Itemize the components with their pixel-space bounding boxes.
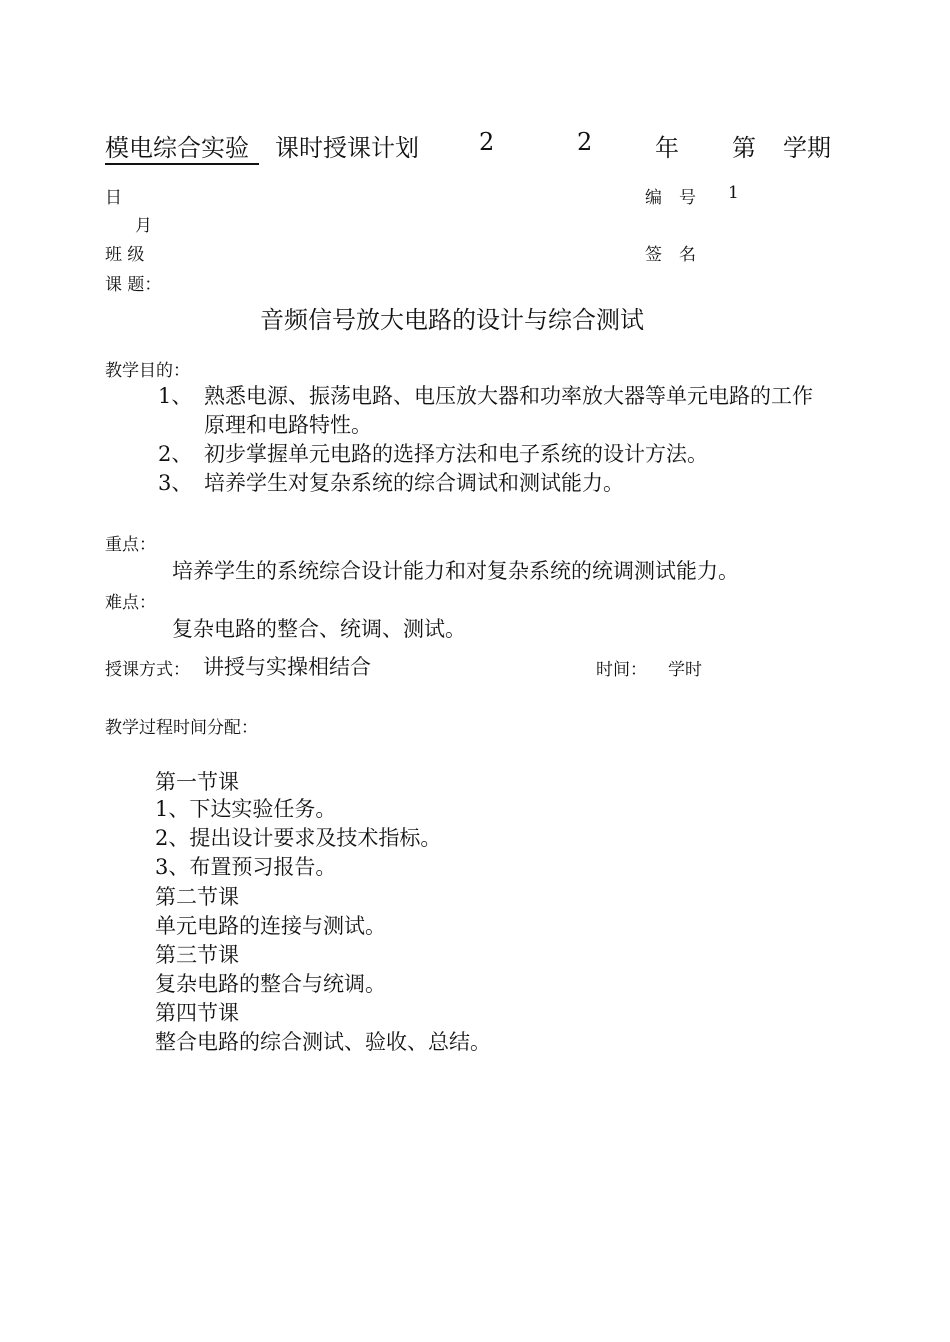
allocation-line: 整合电路的综合测试、验收、总结。 [155, 1030, 491, 1054]
allocation-line: 第一节课 [155, 770, 239, 794]
allocation-line: 2、提出设计要求及技术指标。 [155, 826, 442, 850]
serial-label: 编 号 [645, 188, 696, 208]
difficulties-label: 难点： [105, 593, 156, 613]
allocation-label: 教学过程时间分配： [105, 718, 258, 738]
date-label: 日 [105, 188, 122, 208]
objective-3-text: 培养学生对复杂系统的综合调试和测试能力。 [204, 471, 624, 495]
plan-title: 课时授课计划 [275, 134, 419, 162]
difficulties-text: 复杂电路的整合、统调、测试。 [172, 617, 466, 641]
sign-label: 签 名 [645, 245, 696, 265]
method-label: 授课方式： [105, 660, 190, 680]
time-label: 时间： [596, 660, 647, 680]
objective-1-number: 1、 [158, 384, 193, 408]
allocation-line: 复杂电路的整合与统调。 [155, 972, 386, 996]
term-suffix: 学期 [783, 134, 831, 162]
month-label: 月 [135, 216, 152, 236]
key-points-text: 培养学生的系统综合设计能力和对复杂系统的统调测试能力。 [172, 559, 739, 583]
year-number-2: 2 [577, 128, 593, 156]
objective-1-text-cont: 原理和电路特性。 [204, 413, 372, 437]
objective-2-number: 2、 [158, 442, 193, 466]
serial-value: 1 [728, 183, 739, 203]
allocation-line: 第三节课 [155, 943, 239, 967]
allocation-line: 1、下达实验任务。 [155, 797, 337, 821]
topic-label: 课 题： [105, 275, 162, 295]
allocation-line: 第四节课 [155, 1001, 239, 1025]
method-value: 讲授与实操相结合 [203, 655, 371, 679]
allocation-line: 单元电路的连接与测试。 [155, 914, 386, 938]
objectives-label: 教学目的： [105, 361, 190, 381]
term-prefix: 第 [732, 134, 756, 162]
objective-1-text: 熟悉电源、振荡电路、电压放大器和功率放大器等单元电路的工作 [204, 384, 813, 408]
allocation-line: 第二节课 [155, 885, 239, 909]
key-points-label: 重点： [105, 535, 156, 555]
objective-2-text: 初步掌握单元电路的选择方法和电子系统的设计方法。 [204, 442, 708, 466]
objective-3-number: 3、 [158, 471, 193, 495]
allocation-line: 3、布置预习报告。 [155, 855, 337, 879]
year-label: 年 [655, 134, 679, 162]
topic-title: 音频信号放大电路的设计与综合测试 [260, 306, 644, 334]
year-number-1: 2 [479, 128, 495, 156]
class-label: 班 级 [105, 245, 145, 265]
course-name: 模电综合实验 [105, 128, 259, 165]
time-unit: 学时 [668, 660, 702, 680]
